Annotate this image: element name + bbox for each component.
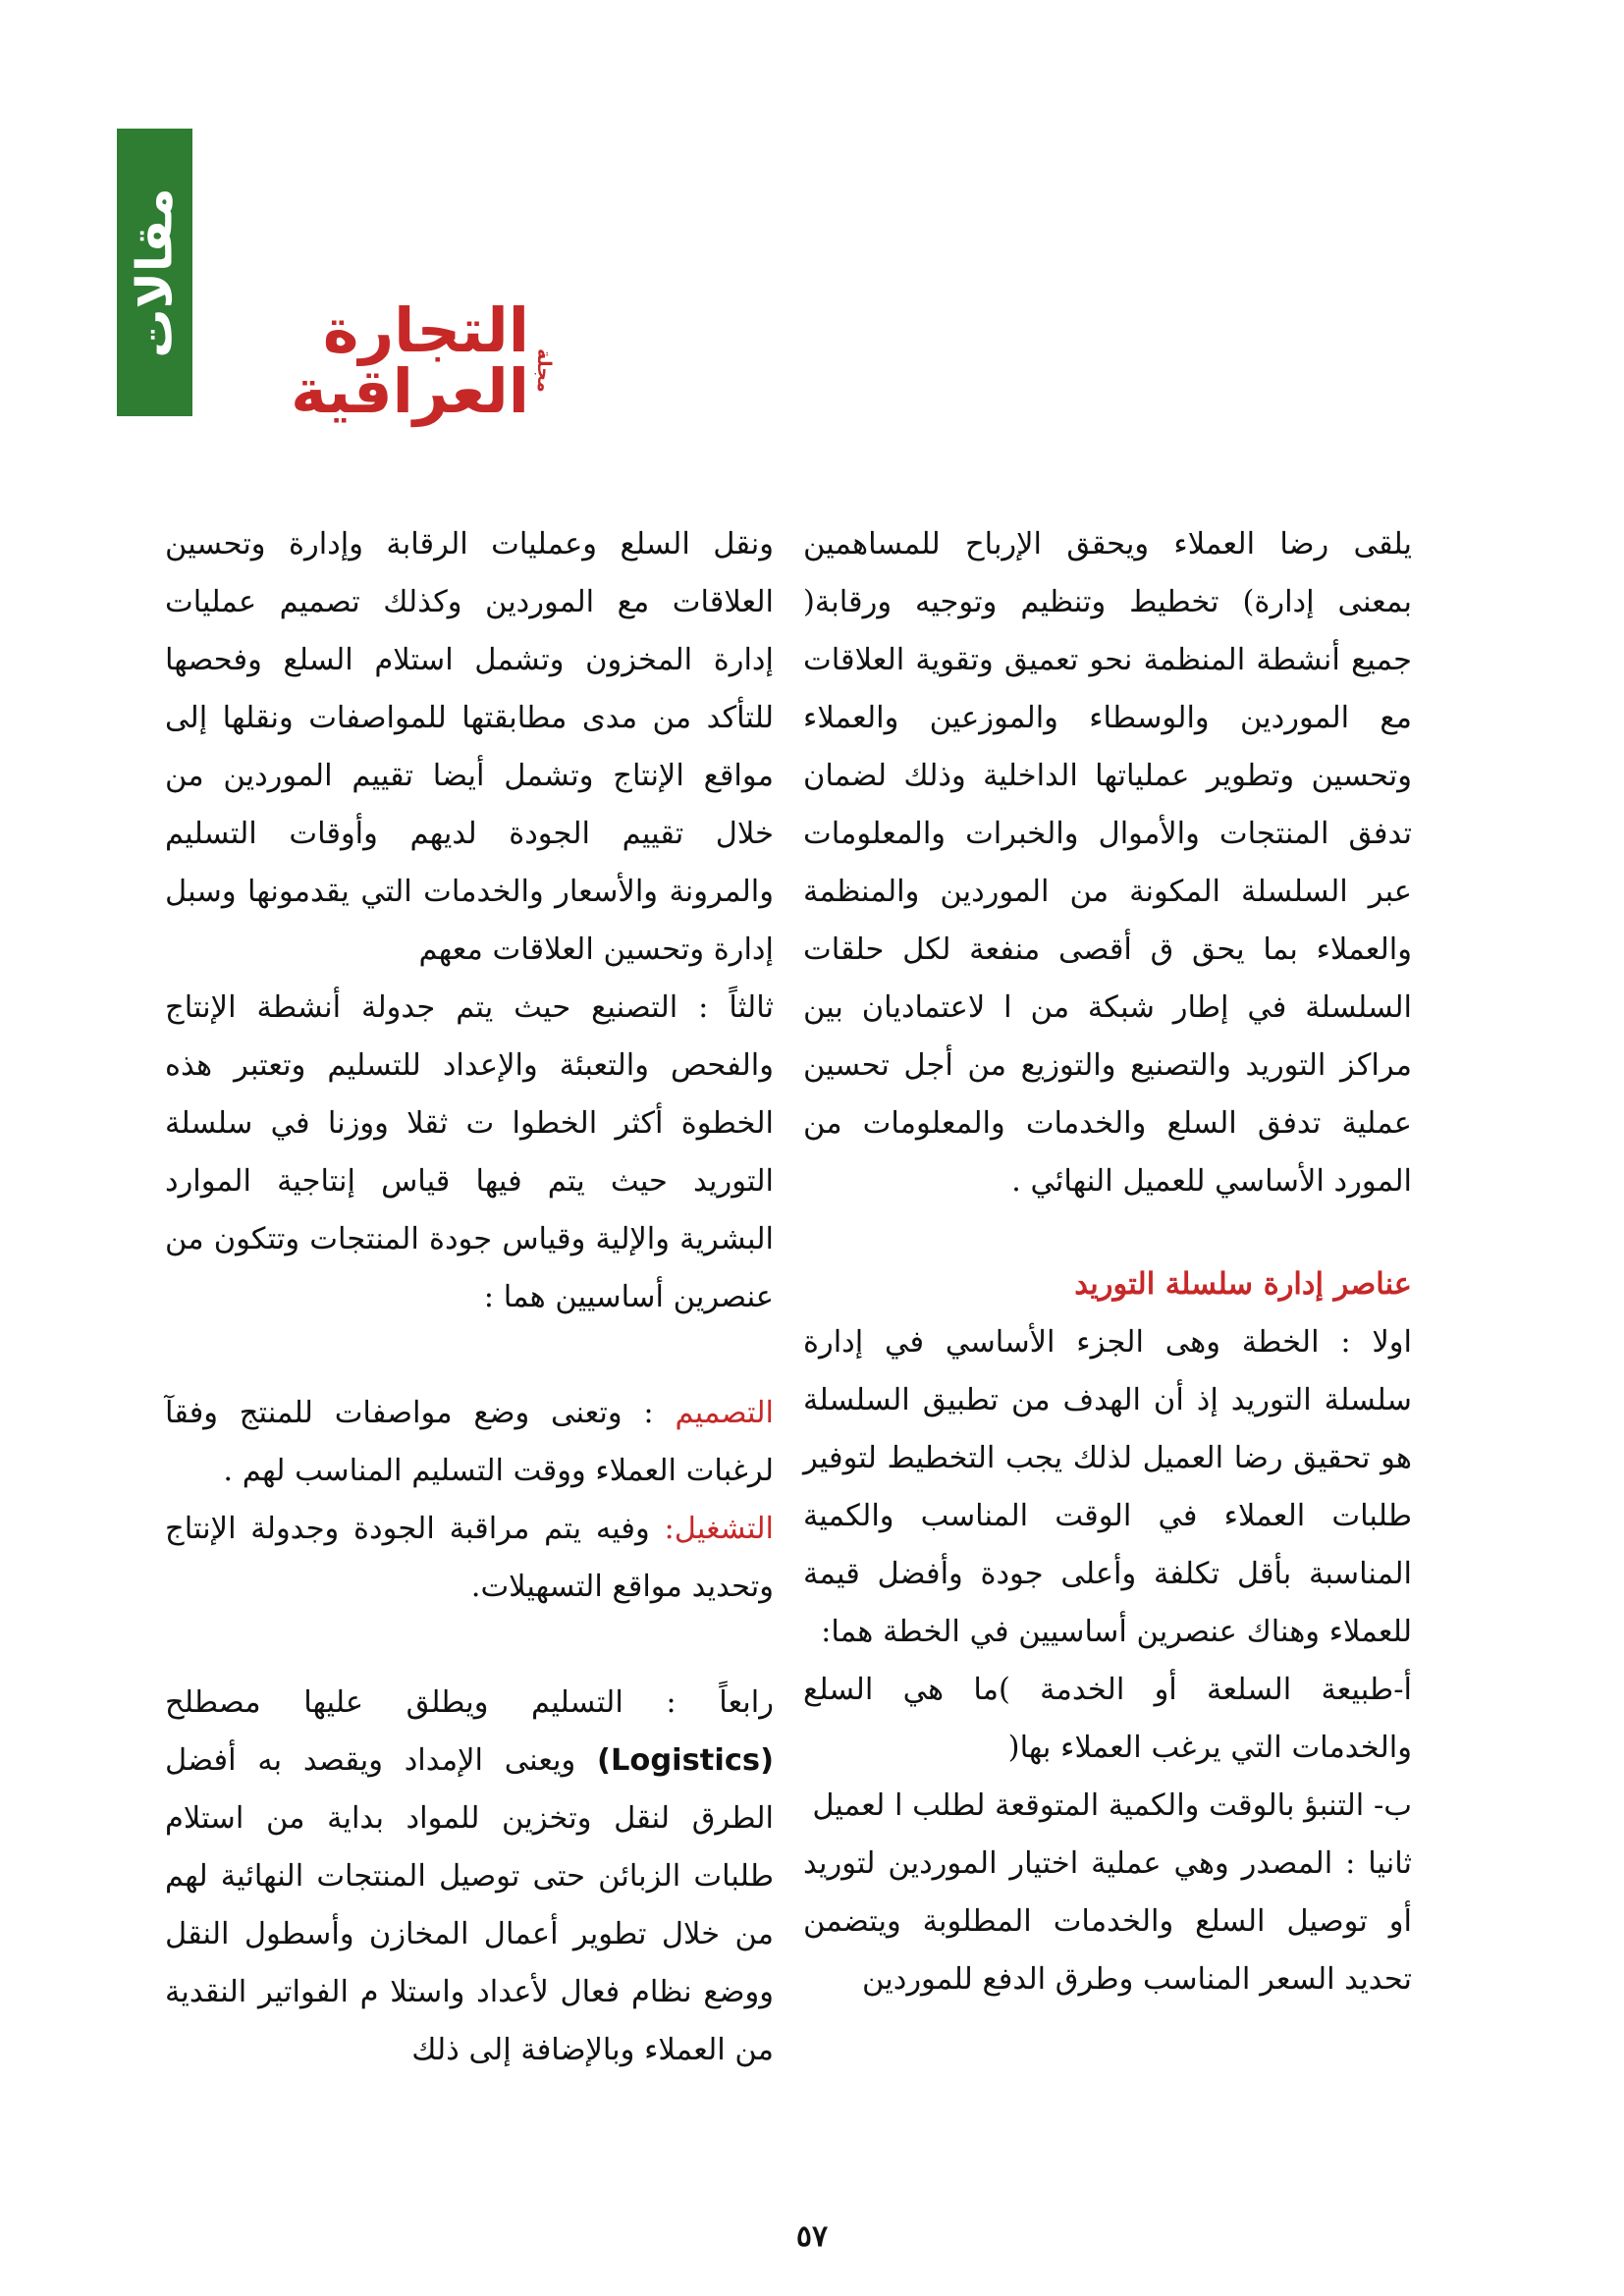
page-number: ٥٧ (795, 2219, 829, 2254)
logo-name: التجارة العراقية (291, 294, 529, 427)
continuation-paragraph: ونقل السلع وعمليات الرقابة وإدارة وتحسين العلاقات مع الموردين وكذلك تصميم عمليات إدارة المخزون وتشمل استلام السلع وفحصها للتأكد من مدى مطابقتها للمواصفات ونقلها إلى مواقع الإنتاج وتشمل أيضا تقييم الموردين من خلال تقييم الجودة لديهم وأوقات التسليم والمرونة والأسعار والخدمات التي يقدمونها وسبل إدارة وتحسين العلاقات معهم (165, 527, 774, 967)
intro-paragraph: يلقى رضا العملاء ويحقق الإرباح للمساهمين بمعنى إدارة) تخطيط وتنظيم وتوجيه ورقابة( جميع أنشطة المنظمة نحو تعميق وتقوية العلاقات مع الموردين والوسطاء والموزعين والعملاء وتحسين وتطوير عملياتها الداخلية وذلك لضمان تدفق المنتجات والأموال والخبرات والمعلومات عبر السلسلة المكونة من الموردين والمنظمة والعملاء بما يحق ق أقصى منفعة لكل حلقات السلسلة في إطار شبكة من ا لاعتماديان بين مراكز التوريد والتصنيع والتوزيع من أجل تحسين عملية تدفق السلع والخدمات والمعلومات من المورد الأساسي للعميل النهائي . (803, 527, 1412, 1199)
section-label: مقالات (126, 187, 184, 358)
fourth-start: رابعاً : التسليم ويطلق عليها مصطلح (165, 1685, 774, 1720)
logo-prefix: مجلة (533, 348, 555, 393)
fourth-rest: ويعنى الإمداد ويقصد به أفضل الطرق لنقل وتخزين للمواد بداية من استلام طلبات الزبائن حتى توصيل المنتجات النهائية لهم من خلال تطوير أعمال المخازن وأسطول النقل ووضع نظام فعال لأعداد واستلا م الفواتير النقدية من العملاء وبالإضافة إلى ذلك (165, 1743, 774, 2067)
item-a: أ-طبيعة السلعة أو الخدمة )ما هي السلع والخدمات التي يرغب العملاء بها( (803, 1673, 1412, 1765)
item-b: ب- التنبؤ بالوقت والكمية المتوقعة لطلب ا لعميل (812, 1789, 1412, 1823)
first-paragraph: اولا : الخطة وهى الجزء الأساسي في إدارة سلسلة التوريد إذ أن الهدف من تطبيق السلسلة هو تحقيق رضا العميل لذلك يجب التخطيط لتوفير طلبات العملاء في الوقت المناسب والكمية المناسبة بأقل تكلفة وأعلى جودة وأفضل قيمة للعملاء وهناك عنصرين أساسيين في الخطة هما: (803, 1325, 1412, 1649)
operation-term: التشغيل: (664, 1512, 774, 1546)
section-header-bar (117, 129, 192, 416)
design-paragraph (165, 1384, 774, 1500)
design-term: التصميم (675, 1396, 774, 1430)
section-label-wrap (117, 129, 192, 416)
right-column (803, 515, 1412, 2008)
design-text: : وتعنى وضع مواصفات للمنتج وفقآ لرغبات العملاء ووقت التسليم المناسب لهم . (165, 1396, 774, 1488)
section-heading: عناصر إدارة سلسلة التوريد (1074, 1266, 1412, 1302)
fourth-paragraph (165, 1674, 774, 2079)
magazine-logo (201, 294, 555, 427)
second-paragraph: ثانيا : المصدر وهي عملية اختيار الموردين لتوريد أو توصيل السلع والخدمات المطلوبة ويتضمن تحديد السعر المناسب وطرق الدفع للموردين (803, 1846, 1412, 1997)
operation-paragraph (165, 1500, 774, 1616)
third-paragraph: ثالثاً : التصنيع حيث يتم جدولة أنشطة الإنتاج والفحص والتعبئة والإعداد للتسليم وتعتبر هذه الخطوة أكثر الخطوا ت ثقلا ووزنا في سلسلة التوريد حيث يتم فيها قياس إنتاجية الموارد البشرية والإلية وقياس جودة المنتجات وتتكون من عنصرين أساسيين هما : (165, 990, 774, 1314)
logistics-term: (Logistics) (597, 1743, 775, 1778)
left-column (165, 515, 774, 2079)
operation-text: وفيه يتم مراقبة الجودة وجدولة الإنتاج وتحديد مواقع التسهيلات. (165, 1512, 774, 1604)
